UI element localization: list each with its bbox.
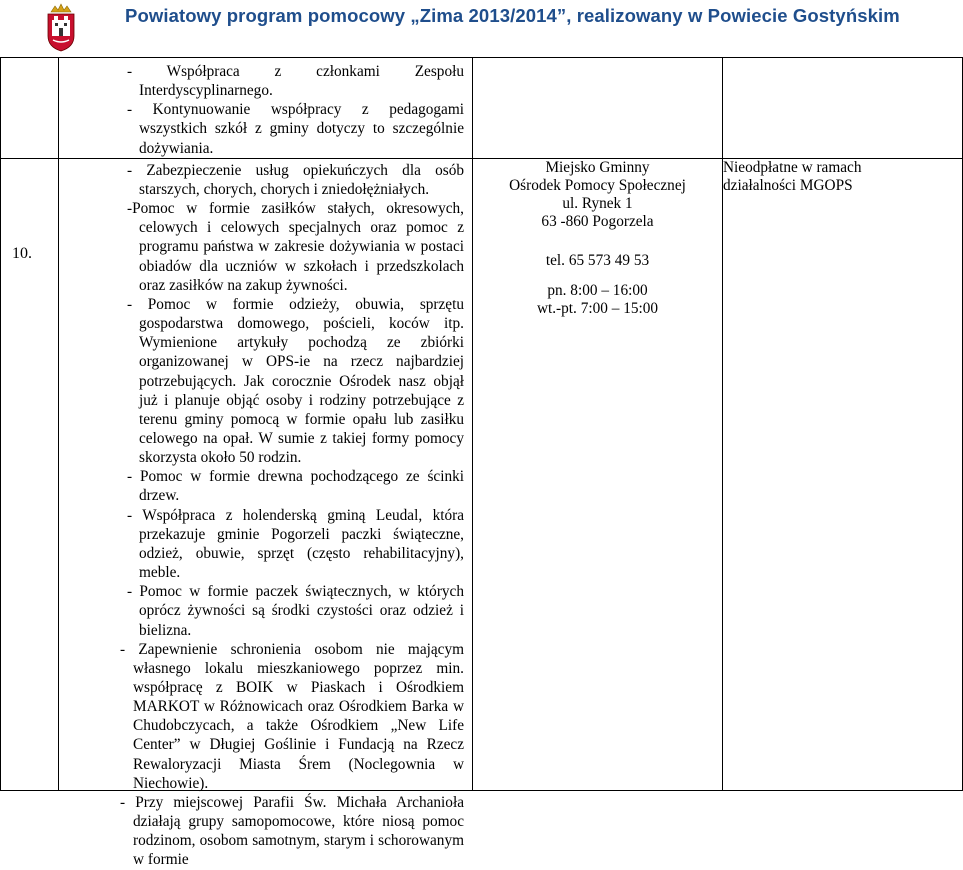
org-name-line2: Ośrodek Pomocy Społecznej: [509, 176, 686, 194]
cost-cell: [723, 58, 963, 159]
cost-line1: Nieodpłatne w ramach: [723, 158, 862, 176]
org-phone: tel. 65 573 49 53: [545, 251, 650, 269]
task-item: - Współpraca z członkami Zespołu Interdyscyplinarnego.: [127, 63, 464, 100]
cost-cell: [723, 158, 963, 790]
table-row: [1, 158, 963, 790]
task-item: - Zapewnienie schronienia osobom nie mającym własnego lokalu mieszkaniowego poprzez min. współpracę z BOIK w Piaskach i Ośrodkiem MARKOT w Różnowicach oraz Ośrodkiem Barka w Chudobczycach, a także Ośrodkiem „New Life Center” w Długiej Goślinie i Fundacją na Rzecz Rewaloryzacji Miasta Śrem (Noclegownia w Niechowie).: [120, 640, 464, 792]
task-item: - Przy miejscowej Parafii Św. Michała Archanioła działają grupy samopomocowe, które niosą pomoc rodzinom, osobom samotnym, starym i schorowanym w formie: [120, 793, 464, 869]
program-table: [0, 57, 963, 869]
tasks-cell: [59, 158, 473, 869]
task-item: - Kontynuowanie współpracy z pedagogami wszystkich szkół z gminy dotyczy to szczególnie dożywiania.: [127, 101, 464, 157]
coat-of-arms-icon: [45, 2, 77, 52]
task-item: -Pomoc w formie zasiłków stałych, okresowych, celowych i celowych specjalnych oraz pomoc z programu państwa w zakresie dożywiania w postaci obiadów dla uczniów w szkołach i przedszkolach oraz zasiłków na zakup żywności.: [127, 200, 464, 294]
task-item: - Pomoc w formie odzieży, obuwia, sprzętu gospodarstwa domowego, pościeli, koców itp. Wymienione artykuły pochodzą ze zbiórki organizowanej w OPS-ie na rzecz najbardziej potrzebujących. Jak corocznie Ośrodek nasz objął już i planuje objąć osoby i rodziny potrzebujące z terenu gminy pomocą w formie opału lub zasiłku celowego na opał. W sumie z takiej formy pomocy skorzysta około 50 rodzin.: [127, 295, 464, 467]
org-hours-tue-fri: wt.-pt. 7:00 – 15:00: [536, 299, 659, 317]
document-title: Powiatowy program pomocowy „Zima 2013/2014”, realizowany w Powiecie Gostyńskim: [125, 5, 900, 26]
org-name-line1: Miejsko Gminny: [545, 158, 650, 176]
tasks-cell: [59, 58, 473, 159]
row-number: [1, 158, 59, 790]
row-number-text: 10.: [12, 244, 32, 262]
page-header: [0, 0, 960, 56]
org-cell: [473, 158, 723, 790]
org-city: 63 -860 Pogorzela: [541, 212, 654, 230]
task-item: - Zabezpieczenie usług opiekuńczych dla osób starszych, chorych, chorych i zniedołężniałych.: [127, 161, 464, 198]
org-street: ul. Rynek 1: [562, 194, 633, 212]
table-row: [1, 58, 963, 159]
cost-line2: działalności MGOPS: [723, 176, 853, 194]
task-item: - Pomoc w formie paczek świątecznych, w których oprócz żywności są środki czystości oraz odzież i bielizna.: [127, 583, 464, 639]
org-hours-mon: pn. 8:00 – 16:00: [547, 281, 648, 299]
task-item: - Pomoc w formie drewna pochodzącego ze ścinki drzew.: [127, 468, 464, 505]
number-cell: [1, 58, 59, 159]
org-cell: [473, 58, 723, 159]
task-item: - Współpraca z holenderską gminą Leudal, która przekazuje gminie Pogorzeli paczki świąteczne, odzież, obuwie, sprzęt (często rehabilitacyjny), meble.: [127, 506, 464, 582]
